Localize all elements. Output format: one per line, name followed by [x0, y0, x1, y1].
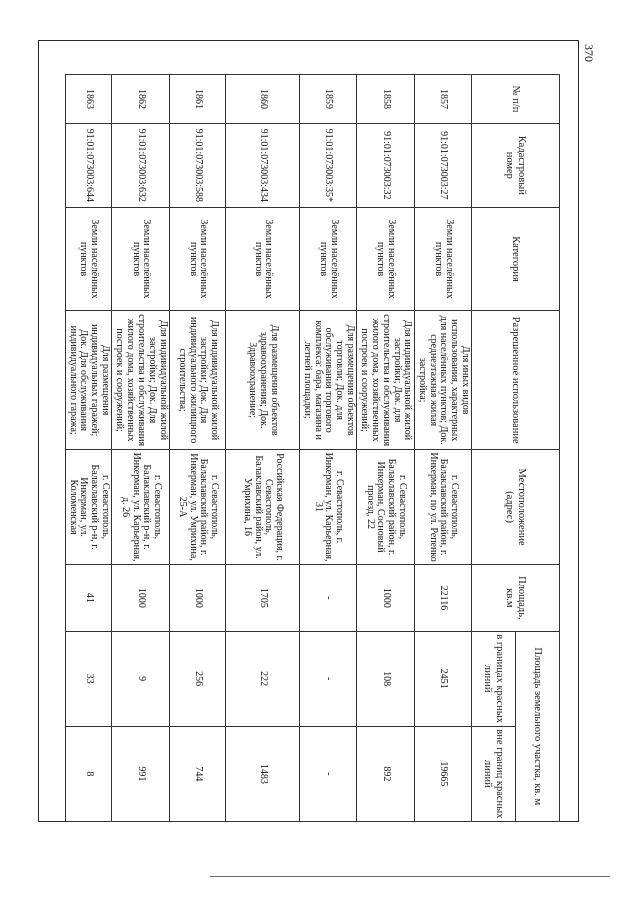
cell-location: г. Севастополь, Балаклавский район, г. Инкерман, Сосновый проезд, 22 — [357, 449, 415, 564]
cell-location: г. Севастополь, Балаклавский р-н, г. Инкерман, ул. Коломенская — [65, 449, 111, 564]
cell-num: 1863 — [65, 75, 111, 124]
cell-cadastral: 91:01:073003:35* — [300, 124, 357, 208]
table-row — [300, 75, 357, 822]
cell-area: - — [300, 565, 357, 631]
cell-within: 9 — [112, 631, 170, 726]
cell-within: 256 — [170, 631, 226, 726]
header-category: Категория — [472, 207, 560, 311]
cell-area: 22116 — [415, 565, 472, 631]
cell-outside: - — [300, 726, 357, 821]
header-within-red: в границах красных линий — [472, 631, 516, 726]
header-cadastral: Кадастровый номер — [472, 124, 560, 208]
cell-within: - — [300, 631, 357, 726]
cell-usage: Для индивидуальной жилой застройки; Док. Для индивидуального жилищного строительства; — [170, 311, 226, 449]
cell-num: 1861 — [170, 75, 226, 124]
cell-area: 1705 — [226, 565, 300, 631]
cell-usage: Для иных видов использования, характерных для населённых пунктов; Док. среднеэтажная жилая застройка; — [415, 311, 472, 449]
cell-outside: 892 — [357, 726, 415, 821]
cell-category: Земли населённых пунктов — [112, 207, 170, 311]
header-num: № п/п — [472, 75, 560, 124]
header-location: Местоположение (адрес) — [472, 449, 560, 564]
cell-within: 33 — [65, 631, 111, 726]
cell-category: Земли населённых пунктов — [357, 207, 415, 311]
cell-cadastral: 91:01:073003:588 — [170, 124, 226, 208]
cell-num: 1859 — [300, 75, 357, 124]
cell-usage: Для размещения индивидуальных гаражей; Док. Для обслуживания индивидуального гаража; — [65, 311, 111, 449]
cell-location: г. Севастополь, г. Инкерман, ул. Карьерная, 31 — [300, 449, 357, 564]
table-row — [357, 75, 415, 822]
cell-location: Российская Федерация, г. Севастополь, Балаклавский район, ул. Умрихина, 16 — [226, 449, 300, 564]
cell-area: 1000 — [112, 565, 170, 631]
table-row — [415, 75, 472, 822]
rotated-table-container — [67, 74, 560, 822]
bottom-rule — [210, 876, 610, 877]
cell-cadastral: 91:01:073003:632 — [112, 124, 170, 208]
cell-outside: 1483 — [226, 726, 300, 821]
cell-cadastral: 91:01:073003:644 — [65, 124, 111, 208]
cell-cadastral: 91:01:073003:27 — [415, 124, 472, 208]
cell-usage: Для размещения объектов торговли; Док. для обслуживания торгового комплекса: бара, магазина и летней площадки; — [300, 311, 357, 449]
header-row — [516, 75, 560, 822]
table-row — [226, 75, 300, 822]
cell-num: 1862 — [112, 75, 170, 124]
header-usage: Разрешенное использование — [472, 311, 560, 449]
cell-within: 2451 — [415, 631, 472, 726]
cell-num: 1860 — [226, 75, 300, 124]
cell-usage: Для размещения объектов здравоохранения; Док. Здравоохранение; — [226, 311, 300, 449]
cell-location: г. Севастополь, Балаклавский р-н, г. Инкерман, ул. Карьерная, д. 26 — [112, 449, 170, 564]
table-row — [170, 75, 226, 822]
table-row — [112, 75, 170, 822]
cell-within: 222 — [226, 631, 300, 726]
header-land-area: Площадь земельного участка, кв. м — [516, 631, 560, 821]
cell-within: 108 — [357, 631, 415, 726]
cell-location: г. Севастополь, Балаклавский район, г. Инкерман, ул. Умрихина, 25-А — [170, 449, 226, 564]
cell-category: Земли населённых пунктов — [170, 207, 226, 311]
cell-cadastral: 91:01:073003:434 — [226, 124, 300, 208]
cell-usage: Для индивидуальной жилой застройки; Док. для строительства и обслуживания жилого дома, хозяйственных построек и сооружений; — [357, 311, 415, 449]
cell-area: 1000 — [170, 565, 226, 631]
cell-usage: Для индивидуальной жилой застройки; Док. Для строительства и обслуживания жилого дома, хозяйственных построек и сооружений; — [112, 311, 170, 449]
cell-outside: 744 — [170, 726, 226, 821]
cell-area: 1000 — [357, 565, 415, 631]
cell-outside: 8 — [65, 726, 111, 821]
header-area: Площадь, кв.м — [472, 565, 560, 631]
cell-outside: 19665 — [415, 726, 472, 821]
cell-area: 41 — [65, 565, 111, 631]
table-row — [65, 75, 111, 822]
cell-num: 1858 — [357, 75, 415, 124]
land-plots-table — [65, 74, 560, 822]
page-number: 370 — [582, 44, 596, 62]
cell-category: Земли населённых пунктов — [415, 207, 472, 311]
cell-category: Земли населённых пунктов — [300, 207, 357, 311]
cell-outside: 991 — [112, 726, 170, 821]
cell-category: Земли населённых пунктов — [226, 207, 300, 311]
cell-cadastral: 91:01:073003:32 — [357, 124, 415, 208]
cell-num: 1857 — [415, 75, 472, 124]
header-outside-red: вне границ красных линий — [472, 726, 516, 821]
cell-location: г. Севастополь, Балаклавский район, г. Инкерман, по ул. Репенко — [415, 449, 472, 564]
cell-category: Земли населённых пунктов — [65, 207, 111, 311]
